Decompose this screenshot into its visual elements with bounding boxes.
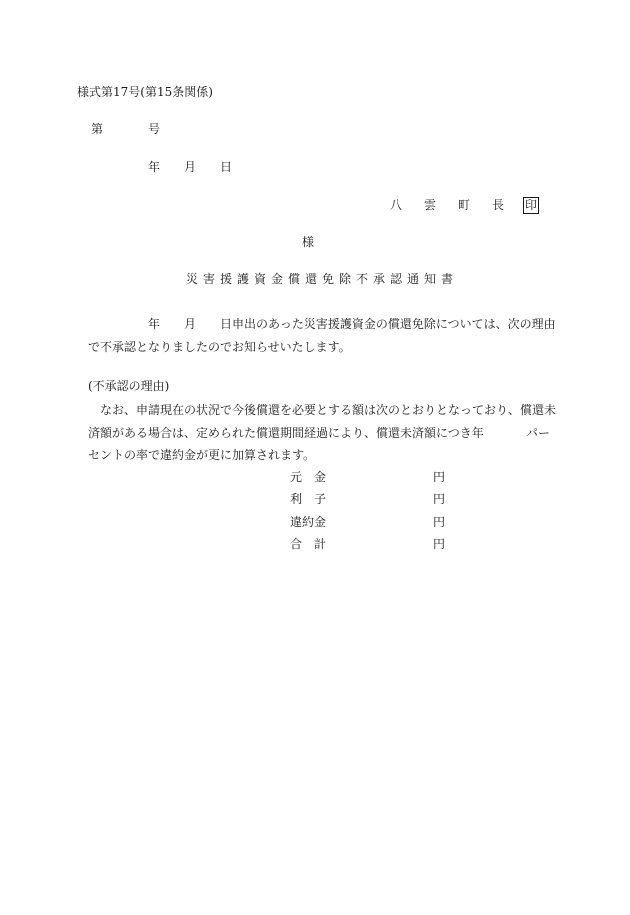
reason-line-2: 済額がある場合は、定められた償還期間経過により、償還未済額につき年	[88, 426, 484, 440]
title-char: 不	[356, 272, 369, 286]
body-line-2: で不承認となりましたのでお知らせいたします。	[88, 340, 351, 354]
issuer-char-1: 八	[390, 198, 403, 212]
body-month: 月	[184, 317, 197, 331]
title-char: 害	[203, 272, 216, 286]
amount-unit: 円	[433, 515, 446, 529]
title-char: 災	[186, 272, 199, 286]
reason-line-2-tail: パー	[526, 426, 551, 440]
issuer-char-3: 町	[458, 198, 471, 212]
title-char: 資	[254, 272, 267, 286]
form-number: 様式第17号(第15条関係)	[77, 85, 213, 99]
date-year: 年	[148, 160, 161, 174]
amount-row-penalty	[290, 516, 450, 530]
date-day: 日	[220, 160, 233, 174]
reason-line-1: なお、申請現在の状況で今後償還を必要とする額は次のとおりとなっており、償還未	[100, 403, 557, 417]
body-year: 年	[148, 317, 161, 331]
issuer-char-4: 長	[492, 198, 505, 212]
title-char: 除	[339, 272, 352, 286]
amount-label: 合 計	[290, 537, 327, 551]
title-char: 免	[322, 272, 335, 286]
reason-heading: (不承認の理由)	[88, 379, 170, 393]
date-month: 月	[184, 160, 197, 174]
title-char: 金	[271, 272, 284, 286]
amount-row-interest	[290, 493, 450, 507]
title-char: 書	[441, 272, 454, 286]
title-char: 知	[424, 272, 437, 286]
issuer-char-2: 雲	[424, 198, 437, 212]
amount-unit: 円	[433, 470, 446, 484]
title-char: 通	[407, 272, 420, 286]
title-char: 還	[305, 272, 318, 286]
title-char: 援	[220, 272, 233, 286]
doc-number-dai: 第	[91, 122, 104, 136]
amount-row-principal	[290, 471, 450, 485]
amount-unit: 円	[433, 537, 446, 551]
title-char: 護	[237, 272, 250, 286]
seal-stamp: 印	[525, 198, 538, 212]
amount-label: 利 子	[290, 492, 327, 506]
amount-label: 違約金	[290, 515, 327, 529]
amount-label: 元 金	[290, 470, 327, 484]
amount-unit: 円	[433, 492, 446, 506]
body-line-1: 日申出のあった災害援護資金の償還免除については、次の理由	[220, 317, 556, 331]
reason-line-3: セントの率で違約金が更に加算されます。	[88, 448, 316, 462]
title-char: 認	[390, 272, 403, 286]
amount-row-total	[290, 538, 450, 552]
title-char: 承	[373, 272, 386, 286]
addressee-suffix: 様	[302, 235, 315, 249]
title-char: 償	[288, 272, 301, 286]
doc-number-go: 号	[148, 122, 161, 136]
